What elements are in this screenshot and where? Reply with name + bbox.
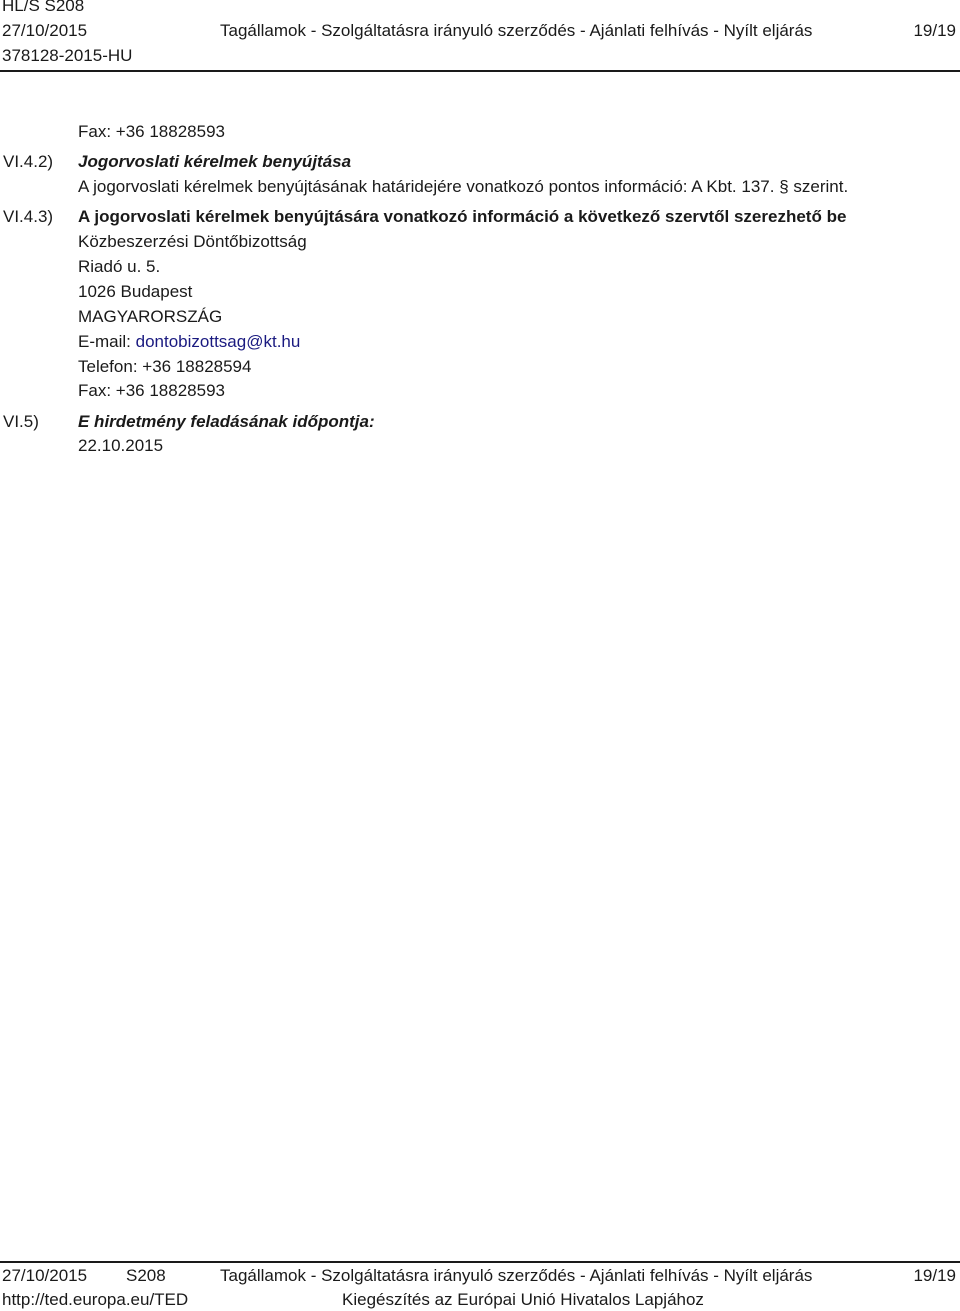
org-phone: Telefon: +36 18828594 <box>78 357 252 376</box>
email-label: E-mail: <box>78 332 136 351</box>
section-number-vi5: VI.5) <box>3 412 39 431</box>
section-heading-vi43: A jogorvoslati kérelmek benyújtására vonatkozó információ a következő szervtől szerezhető be <box>78 207 847 226</box>
header-date: 27/10/2015 <box>2 21 88 40</box>
footer-title: Tagállamok - Szolgáltatásra irányuló szerződés - Ajánlati felhívás - Nyílt eljárás <box>220 1266 813 1285</box>
org-fax: Fax: +36 18828593 <box>78 381 225 400</box>
header-title: Tagállamok - Szolgáltatásra irányuló szerződés - Ajánlati felhívás - Nyílt eljárás <box>220 21 813 40</box>
footer-date: 27/10/2015 <box>2 1266 88 1285</box>
org-city: 1026 Budapest <box>78 282 193 301</box>
header-page-number: 19/19 <box>913 21 956 40</box>
section-number-vi42: VI.4.2) <box>3 152 54 171</box>
doc-code: HL/S S208 <box>2 0 85 15</box>
org-name: Közbeszerzési Döntőbizottság <box>78 232 307 251</box>
email-link[interactable]: dontobizottsag@kt.hu <box>135 332 301 351</box>
org-email-line <box>78 332 300 352</box>
dispatch-date: 22.10.2015 <box>78 436 164 455</box>
section-number-vi43: VI.4.3) <box>3 207 54 226</box>
footer-page-number: 19/19 <box>913 1266 956 1285</box>
header-divider <box>0 70 960 72</box>
org-street: Riadó u. 5. <box>78 257 161 276</box>
section-heading-vi42: Jogorvoslati kérelmek benyújtása <box>78 152 352 171</box>
org-country: MAGYARORSZÁG <box>78 307 223 326</box>
footer-note: Kiegészítés az Európai Unió Hivatalos Lapjához <box>342 1290 704 1309</box>
section-heading-vi5: E hirdetmény feladásának időpontja: <box>78 412 375 431</box>
fax-continuation: Fax: +36 18828593 <box>78 122 225 141</box>
footer-url-link[interactable]: http://ted.europa.eu/TED <box>2 1290 189 1309</box>
footer-divider <box>0 1261 960 1263</box>
footer-code: S208 <box>126 1266 166 1285</box>
section-text-vi42: A jogorvoslati kérelmek benyújtásának határidejére vonatkozó pontos információ: A Kbt. 137. § szerint. <box>78 177 849 196</box>
notice-id: 378128-2015-HU <box>2 46 133 65</box>
